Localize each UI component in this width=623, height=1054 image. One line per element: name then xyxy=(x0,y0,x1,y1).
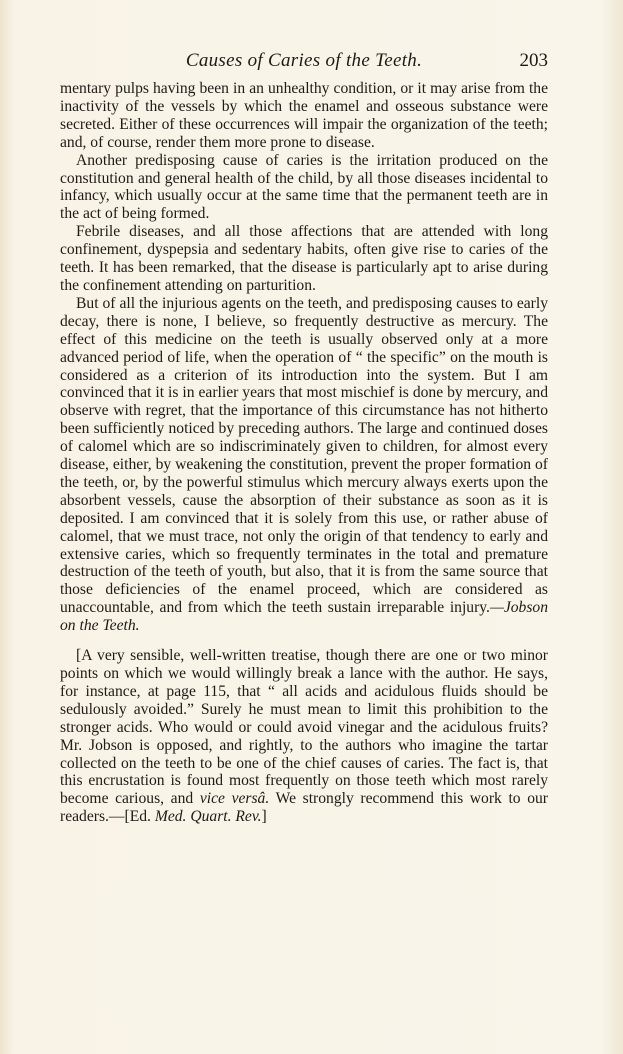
editorial-note-text: [A very sensible, well-written treatise, though there are one or two minor points on which we would willingly break a lance with the author. He says, for instance, at page 115, that “ all acids and acidulous fluids should be sedulously avoided.” Surely he must mean to limit this prohibition to the stronger acids. Who would or could avoid vinegar and the acidulous fruits? Mr. Jobson is opposed, and rightly, to the authors who imagine the tartar collected on the teeth to be one of the chief causes of caries. The fact is, that this encrustation is found most frequently on those teeth which most rarely become carious, and xyxy=(60,647,548,808)
paragraph-1: mentary pulps having been in an unhealthy condition, or it may arise from the inactivity of the vessels by which the enamel and osseous substance were secreted. Either of these occurrences will impair the organization of the teeth; and, of course, render them more prone to disease. xyxy=(60,80,548,151)
paragraph-4 xyxy=(60,295,548,635)
page-header xyxy=(60,50,548,76)
running-title: Causes of Caries of the Teeth. xyxy=(185,50,423,71)
editorial-note-text-2: We strongly recommend this work to our readers.—[Ed. xyxy=(60,790,549,826)
page-number: 203 xyxy=(519,50,548,71)
paragraph-3: Febrile diseases, and all those affections that are attended with long confinement, dyspepsia and sedentary habits, often give rise to caries of the teeth. It has been remarked, that the disease is particularly apt to arise during the confinement attending on parturition. xyxy=(60,223,548,294)
paragraph-4-text: But of all the injurious agents on the teeth, and predisposing causes to early decay, there is none, I believe, so frequently destructive as mercury. The effect of this medicine on the teeth is usually observed only at a more advanced period of life, when the operation of “ the specific” on the mouth is considered as a criterion of its introduction into the system. But I am convinced that it is in earlier years that most mischief is done by mercury, and observe with regret, that the importance of this circumstance has not hitherto been sufficiently noticed by preceding authors. The large and continued doses of calomel which are so indiscriminately given to children, for almost every disease, either, by weakening the constitution, prevent the proper formation of the teeth, or, by the powerful stimulus which mercury always exerts upon the absorbent vessels, cause the absorption of their substance as soon as it is deposited. I am convinced that it is solely from this use, or rather abuse of calomel, that we must trace, not only the origin of that tendency to early and extensive caries, which so frequently terminates in the total and premature destruction of the teeth of youth, but also, that it is from the same source that those deficiencies of the enamel proceed, which are considered as unaccountable, and from which the teeth sustain irreparable injury. xyxy=(60,294,548,617)
citation: —Jobson on the Teeth. xyxy=(60,599,548,635)
body-text xyxy=(60,80,548,826)
paragraph-2: Another predisposing cause of caries is the irritation produced on the constitution and general health of the child, by all those diseases incidental to infancy, which usually occur at the same time that the permanent teeth are in the act of being formed. xyxy=(60,151,548,223)
editorial-close: ] xyxy=(261,808,267,826)
vice-versa: vice versâ. xyxy=(199,790,270,808)
editorial-note xyxy=(60,647,548,826)
editorial-source: Med. Quart. Rev. xyxy=(154,808,262,826)
